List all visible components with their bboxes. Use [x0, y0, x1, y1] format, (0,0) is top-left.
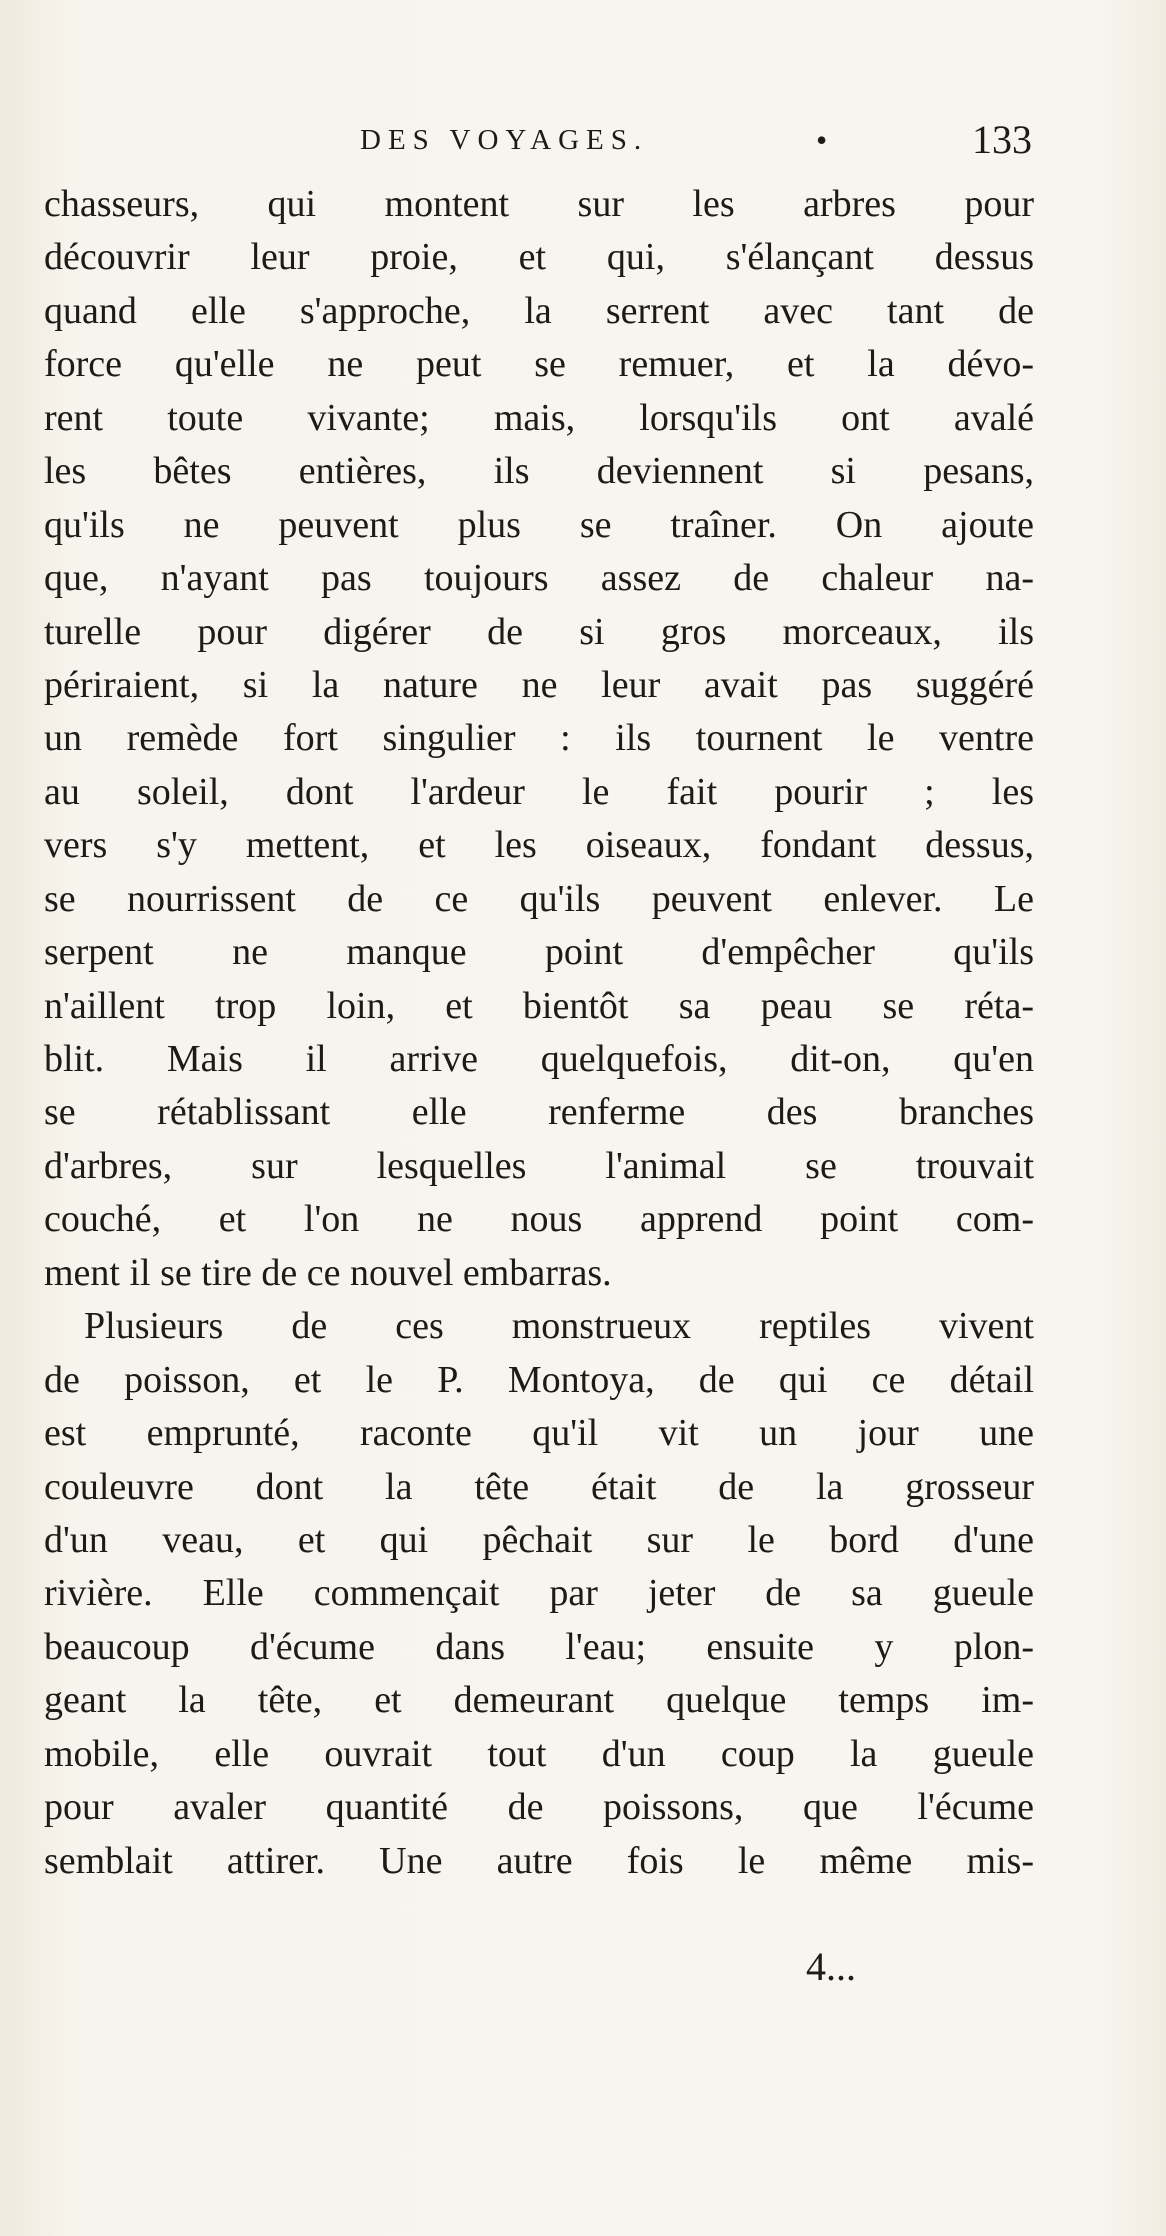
text-line: se nourrissent de ce qu'ils peuvent enlever. Le: [44, 877, 1034, 920]
text-line: est emprunté, raconte qu'il vit un jour une: [44, 1412, 1034, 1455]
text-line: découvrir leur proie, et qui, s'élançant dessus: [44, 236, 1034, 279]
text-line: que, n'ayant pas toujours assez de chaleur na-: [44, 557, 1034, 600]
text-line: force qu'elle ne peut se remuer, et la dévo-: [44, 343, 1034, 386]
text-line: rent toute vivante; mais, lorsqu'ils ont avalé: [44, 396, 1034, 439]
text-line: semblait attirer. Une autre fois le même mis-: [44, 1839, 1034, 1882]
text-line: beaucoup d'écume dans l'eau; ensuite y plon-: [44, 1625, 1034, 1668]
text-line-paragraph-start: Plusieurs de ces monstrueux reptiles vivent: [84, 1305, 1034, 1348]
text-line: vers s'y mettent, et les oiseaux, fondant dessus,: [44, 824, 1034, 867]
page-number: 133: [972, 117, 1032, 162]
text-line: turelle pour digérer de si gros morceaux, ils: [44, 610, 1034, 653]
text-line: n'aillent trop loin, et bientôt sa peau se réta-: [44, 984, 1034, 1027]
text-line: se rétablissant elle renferme des branches: [44, 1091, 1034, 1134]
text-line: de poisson, et le P. Montoya, de qui ce détail: [44, 1358, 1034, 1401]
text-line: d'un veau, et qui pêchait sur le bord d'une: [44, 1518, 1034, 1561]
text-line: mobile, elle ouvrait tout d'un coup la gueule: [44, 1732, 1034, 1775]
running-head: DES VOYAGES.: [360, 124, 649, 156]
header-ornament: •: [816, 122, 828, 158]
page-header: [360, 116, 1040, 164]
text-line: geant la tête, et demeurant quelque temps im-: [44, 1679, 1034, 1722]
text-line: un remède fort singulier : ils tournent le ventre: [44, 717, 1034, 760]
text-line: pour avaler quantité de poissons, que l'écume: [44, 1786, 1034, 1829]
text-line-paragraph-end: ment il se tire de ce nouvel embarras.: [44, 1251, 612, 1294]
catchword: 4...: [806, 1944, 856, 1989]
text-line: serpent ne manque point d'empêcher qu'ils: [44, 931, 1034, 974]
text-line: quand elle s'approche, la serrent avec tant de: [44, 289, 1034, 332]
text-line: blit. Mais il arrive quelquefois, dit-on, qu'en: [44, 1038, 1034, 1080]
text-line: les bêtes entières, ils deviennent si pesans,: [44, 450, 1034, 493]
text-line: qu'ils ne peuvent plus se traîner. On ajoute: [44, 503, 1034, 546]
text-line: couleuvre dont la tête était de la grosseur: [44, 1465, 1034, 1508]
text-line: chasseurs, qui montent sur les arbres pour: [44, 183, 1034, 225]
body-text: [44, 178, 1034, 1888]
text-line: périraient, si la nature ne leur avait pas suggéré: [44, 663, 1034, 706]
text-line: couché, et l'on ne nous apprend point com-: [44, 1198, 1034, 1241]
text-line: au soleil, dont l'ardeur le fait pourir ; les: [44, 770, 1034, 813]
text-line: d'arbres, sur lesquelles l'animal se trouvait: [44, 1144, 1034, 1187]
text-line: rivière. Elle commençait par jeter de sa gueule: [44, 1572, 1034, 1615]
